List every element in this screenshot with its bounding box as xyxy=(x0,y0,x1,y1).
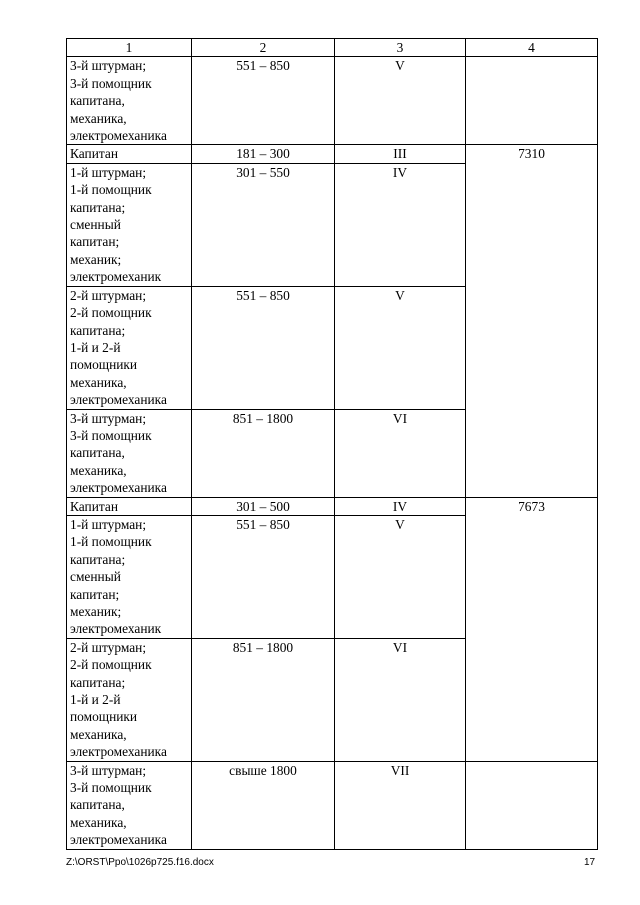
position-line: капитана; xyxy=(70,322,126,338)
position-cell xyxy=(67,497,192,515)
position-line: электромеханика xyxy=(70,128,167,144)
position-line: 1-й штурман; xyxy=(70,164,147,180)
position-line: электромеханик xyxy=(70,269,162,285)
position-line: Капитан xyxy=(70,498,118,514)
column-header: 4 xyxy=(466,39,598,57)
position-cell xyxy=(67,515,192,638)
footer-page-number: 17 xyxy=(584,857,596,868)
range-cell: 851 – 1800 xyxy=(192,409,335,497)
table-row xyxy=(67,145,598,163)
table-row xyxy=(67,497,598,515)
value-cell xyxy=(466,57,598,145)
salary-table xyxy=(66,38,598,850)
position-cell xyxy=(67,761,192,849)
value-cell xyxy=(466,761,598,849)
category-cell: VI xyxy=(335,409,466,497)
value-cell: 7310 xyxy=(466,145,598,497)
column-header: 3 xyxy=(335,39,466,57)
position-line: капитана; xyxy=(70,674,126,690)
position-line: 3-й штурман; xyxy=(70,58,147,74)
position-line: сменный xyxy=(70,217,121,233)
position-line: помощники xyxy=(70,709,138,725)
position-cell xyxy=(67,145,192,163)
footer-file-path: Z:\ORST\Ppo\1026p725.f16.docx xyxy=(66,857,214,868)
category-cell: IV xyxy=(335,497,466,515)
range-cell: 551 – 850 xyxy=(192,515,335,638)
position-line: 3-й штурман; xyxy=(70,410,147,426)
category-cell: V xyxy=(335,286,466,409)
category-cell: V xyxy=(335,515,466,638)
position-line: электромеханика xyxy=(70,480,167,496)
position-line: электромеханика xyxy=(70,832,167,848)
position-line: механика, xyxy=(70,110,127,126)
position-line: 3-й штурман; xyxy=(70,762,147,778)
position-line: 3-й помощник xyxy=(70,780,152,796)
table-row xyxy=(67,761,598,849)
position-line: капитана; xyxy=(70,551,126,567)
value-cell: 7673 xyxy=(466,497,598,761)
position-line: 2-й штурман; xyxy=(70,639,147,655)
position-cell xyxy=(67,409,192,497)
position-line: механика, xyxy=(70,814,127,830)
table-row xyxy=(67,57,598,145)
position-line: 2-й штурман; xyxy=(70,287,147,303)
position-line: 1-й и 2-й xyxy=(70,692,121,708)
position-line: электромеханика xyxy=(70,392,167,408)
position-line: капитана, xyxy=(70,797,125,813)
position-cell xyxy=(67,286,192,409)
position-cell xyxy=(67,57,192,145)
category-cell: VII xyxy=(335,761,466,849)
position-line: 1-й штурман; xyxy=(70,516,147,532)
column-header: 1 xyxy=(67,39,192,57)
position-line: капитана, xyxy=(70,445,125,461)
position-cell xyxy=(67,163,192,286)
range-cell: свыше 1800 xyxy=(192,761,335,849)
position-line: сменный xyxy=(70,569,121,585)
position-line: капитана, xyxy=(70,93,125,109)
position-line: 2-й помощник xyxy=(70,657,152,673)
position-line: 2-й помощник xyxy=(70,305,152,321)
column-header: 2 xyxy=(192,39,335,57)
position-line: механик; xyxy=(70,251,122,267)
position-line: 1-й помощник xyxy=(70,534,152,550)
range-cell: 181 – 300 xyxy=(192,145,335,163)
position-line: электромеханика xyxy=(70,744,167,760)
table-header-row xyxy=(67,39,598,57)
category-cell: III xyxy=(335,145,466,163)
range-cell: 551 – 850 xyxy=(192,57,335,145)
position-line: капитан; xyxy=(70,586,120,602)
position-line: 3-й помощник xyxy=(70,75,152,91)
position-line: механик; xyxy=(70,604,122,619)
position-line: капитана; xyxy=(70,199,126,215)
range-cell: 851 – 1800 xyxy=(192,638,335,761)
range-cell: 551 – 850 xyxy=(192,286,335,409)
position-line: капитан; xyxy=(70,234,120,250)
range-cell: 301 – 500 xyxy=(192,497,335,515)
position-cell xyxy=(67,638,192,761)
position-line: помощники xyxy=(70,357,138,373)
category-cell: IV xyxy=(335,163,466,286)
category-cell: V xyxy=(335,57,466,145)
position-line: механика, xyxy=(70,726,127,742)
position-line: Капитан xyxy=(70,146,118,162)
position-line: 1-й помощник xyxy=(70,182,152,198)
position-line: электромеханик xyxy=(70,621,162,637)
category-cell: VI xyxy=(335,638,466,761)
position-line: 3-й помощник xyxy=(70,427,152,443)
range-cell: 301 – 550 xyxy=(192,163,335,286)
position-line: механика, xyxy=(70,462,127,478)
position-line: механика, xyxy=(70,374,127,390)
position-line: 1-й и 2-й xyxy=(70,339,121,355)
